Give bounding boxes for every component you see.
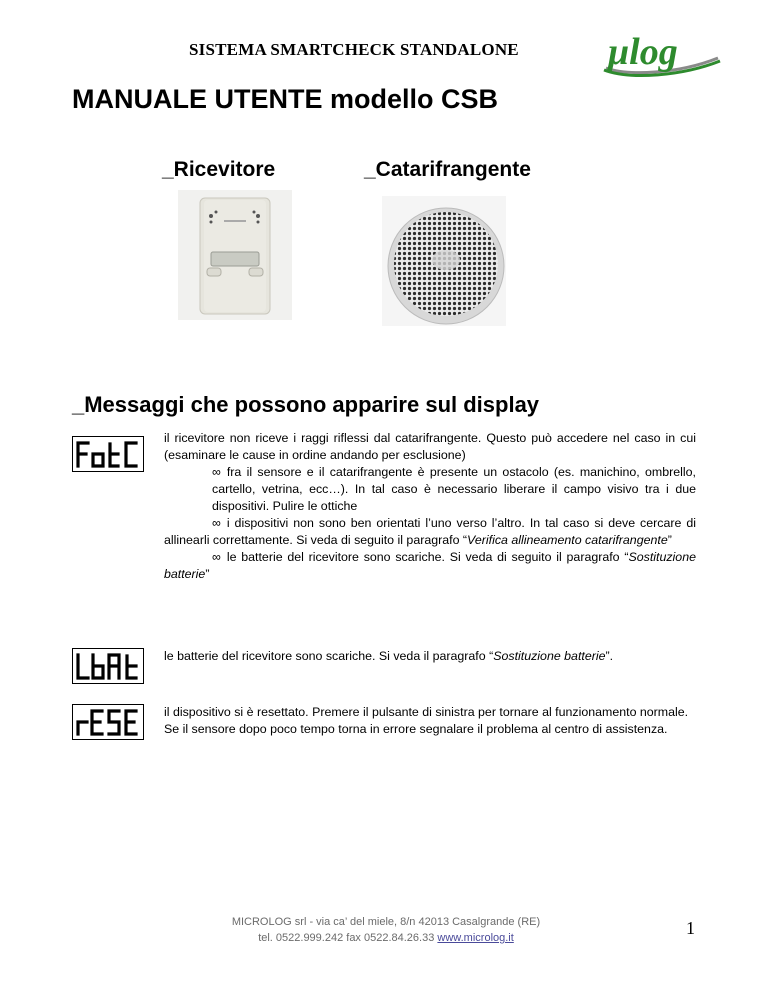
lcd-text-rese: rESE bbox=[72, 704, 75, 705]
lcd-icon-lbat bbox=[72, 648, 144, 684]
svg-text:μlog: μlog bbox=[608, 31, 678, 73]
footer-contacts: tel. 0522.999.242 fax 0522.84.26.33 www.microlog.it bbox=[258, 932, 514, 944]
receiver-label: _Ricevitore bbox=[162, 158, 276, 181]
footer bbox=[196, 914, 576, 946]
reflector-label: _Catarifrangente bbox=[364, 158, 531, 181]
lcd-text-lbat: LbAt bbox=[72, 648, 75, 649]
message-fotc-bullet-2: ∞ i dispositivi non sono ben orientati l’uno verso l’altro. In tal caso si deve cercare di allinearli correttamente. Si veda di seguito il paragrafo “Verifica allineamento catarifrangente” bbox=[164, 516, 696, 547]
footer-website-link[interactable]: www.microlog.it bbox=[437, 932, 514, 944]
section-title: _Messaggi che possono apparire sul display bbox=[72, 392, 540, 417]
message-rese-description: il dispositivo si è resettato. Premere il pulsante di sinistra per tornare al funzionamento normale. Se il sensore dopo poco tempo torna in errore segnalare il problema al centro di assistenza. bbox=[164, 705, 689, 736]
company-logo bbox=[598, 28, 724, 80]
message-fotc-description bbox=[164, 430, 696, 583]
message-fotc-bullet-1: ∞ fra il sensore e il catarifrangente è presente un ostacolo (es. manichino, ombrello, cartello, vetrina, ecc…). In tal caso è necessario liberare il campo visivo tra i due dispositivi. Pulire le ottiche bbox=[212, 465, 696, 513]
footer-address: MICROLOG srl - via ca’ del miele, 8/n 42013 Casalgrande (RE) bbox=[231, 916, 541, 928]
lcd-text-fotc: FotC bbox=[72, 436, 75, 437]
page-title: MANUALE UTENTE modello CSB bbox=[72, 84, 499, 114]
page-number: 1 bbox=[686, 918, 695, 938]
reflector-photo bbox=[382, 196, 506, 326]
message-fotc-bullet-3: ∞ le batterie del ricevitore sono scariche. Si veda di seguito il paragrafo “Sostituzione batterie” bbox=[164, 550, 696, 581]
message-lbat-description: le batterie del ricevitore sono scariche. Si veda il paragrafo “Sostituzione batterie”. bbox=[164, 649, 614, 663]
message-fotc-intro: il ricevitore non riceve i raggi riflessi dal catarifrangente. Questo può accedere nel caso in cui (esaminare le cause in ordine andando per esclusione) bbox=[164, 431, 696, 462]
receiver-photo bbox=[178, 190, 292, 320]
lcd-icon-fotc bbox=[72, 436, 144, 472]
header-title: SISTEMA SMARTCHECK STANDALONE bbox=[189, 40, 519, 59]
lcd-icon-rese bbox=[72, 704, 144, 740]
